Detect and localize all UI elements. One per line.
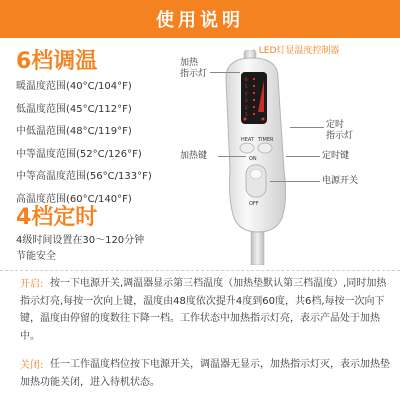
timer-button[interactable] xyxy=(258,143,272,153)
power-on-instructions xyxy=(20,275,390,345)
heat-key-callout: 加热键 xyxy=(180,151,208,161)
power-off-instructions xyxy=(20,356,390,391)
display-digit: 6 xyxy=(245,77,248,82)
timer-indicator-callout-line1: 定时 xyxy=(326,120,345,130)
temperature-range-item: 高温度范围(60°C/140°F) xyxy=(16,193,132,205)
controller-title-text: LED灯显温度控制器 xyxy=(258,46,340,56)
temperature-range-item: 中等高温度范围(56°C/133°F) xyxy=(16,171,152,182)
temperature-range-item: 中等温度范围(52°C/126°F) xyxy=(16,148,142,160)
temperature-range-list xyxy=(16,81,206,216)
header-bar xyxy=(0,0,400,38)
heat-indicator-led xyxy=(244,118,247,121)
power-switch-knob[interactable] xyxy=(250,169,262,179)
timer-indicator-callout xyxy=(326,120,353,142)
heat-indicator-callout-line1: 加热 xyxy=(180,58,199,68)
section-divider xyxy=(0,270,400,271)
heat-button[interactable] xyxy=(240,143,254,153)
temperature-range-item: 低温度范围(45°C/112°F) xyxy=(16,103,132,115)
heat-indicator-callout xyxy=(180,58,207,80)
display-digit: 5 xyxy=(245,84,248,89)
timer-energy-note: 节能安全 xyxy=(16,251,56,262)
power-off-lead: 关闭: xyxy=(20,360,44,371)
controller-device-illustration xyxy=(208,50,308,265)
heat-button-label: HEAT xyxy=(241,137,255,143)
display-indicator-dot xyxy=(253,78,255,80)
timer-title: 4档定时 xyxy=(16,205,98,230)
display-digit: 1 xyxy=(245,112,248,117)
power-on-label: ON xyxy=(249,156,257,162)
timer-key-callout: 定时键 xyxy=(322,151,350,161)
timer-indicator-callout-line2: 指示灯 xyxy=(326,131,354,141)
display-digit: 4 xyxy=(245,91,248,96)
page-title: 使用说明 xyxy=(156,10,244,31)
heat-key-leader xyxy=(218,156,246,157)
temperature-range-item: 暖温度范围(40°C/104°F) xyxy=(16,81,132,92)
timer-button-label: TIMER xyxy=(258,137,274,143)
timer-description: 4级时间设置在30～120分钟 xyxy=(16,235,145,246)
power-switch-leader xyxy=(270,181,320,182)
display-indicator-dot xyxy=(253,106,255,108)
display-indicator-dot xyxy=(253,113,255,115)
display-indicator-dot xyxy=(253,99,255,101)
heat-indicator-leader xyxy=(210,72,240,73)
display-digit: 2 xyxy=(245,105,248,110)
timer-indicator-leader xyxy=(290,127,324,128)
timer-indicator-led xyxy=(262,118,265,121)
temperature-title: 6档调温 xyxy=(16,49,98,74)
power-on-text: 按一下电源开关,调温器显示第三档温度（加热垫默认第三档温度）,同时加热指示灯亮,每按一次向上键，温度由48度依次提升4度到60度，共6档,每按一次向下键，温度由停留的度数往下降一档。工作状态中加热指示灯亮，表示产品处于加热中。 xyxy=(20,278,387,342)
timer-key-leader xyxy=(286,156,320,157)
display-digit: 3 xyxy=(245,98,248,103)
display-indicator-dot xyxy=(253,92,255,94)
power-on-lead: 开启: xyxy=(20,279,44,290)
heat-indicator-callout-line2: 指示灯 xyxy=(180,69,208,79)
temperature-range-item: 中低温范围(48°C/119°F) xyxy=(16,126,132,137)
power-switch-callout: 电源开关 xyxy=(322,176,359,186)
display-indicator-dot xyxy=(253,85,255,87)
power-off-text: 任一工作温度档位按下电源开关，调温器无显示，加热指示灯灭，表示加热垫加热功能关闭，进入待机状态。 xyxy=(20,359,390,388)
power-off-label: OFF xyxy=(249,201,259,207)
